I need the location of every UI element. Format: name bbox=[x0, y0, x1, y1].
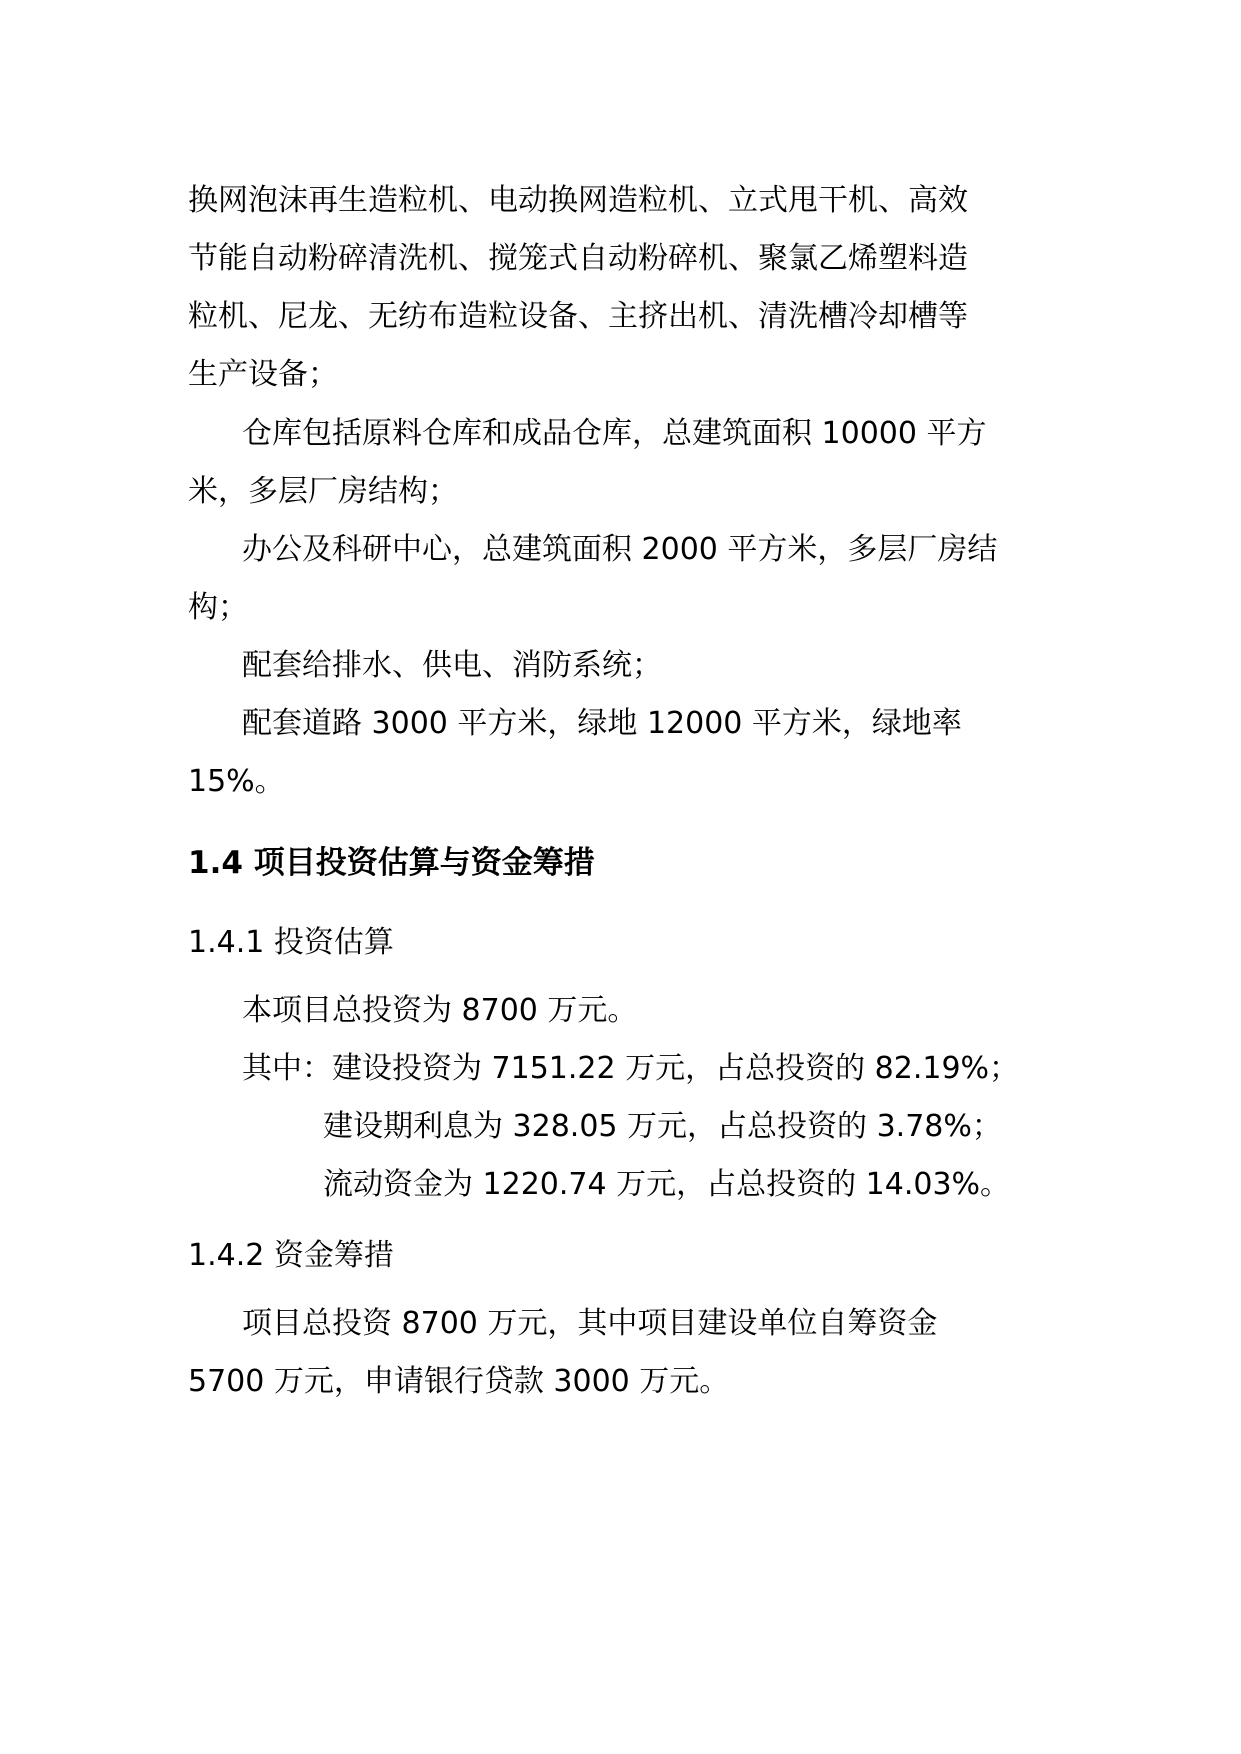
paragraph-line: 建设期利息为 328.05 万元，占总投资的 3.78%； bbox=[323, 1109, 1002, 1144]
paragraph-line: 其中：建设投资为 7151.22 万元，占总投资的 82.19%； bbox=[242, 1051, 1020, 1086]
paragraph-line: 本项目总投资为 8700 万元。 bbox=[242, 993, 638, 1028]
paragraph-line: 构； bbox=[188, 590, 248, 625]
paragraph-line: 换网泡沫再生造粒机、电动换网造粒机、立式甩干机、高效 bbox=[188, 183, 968, 218]
paragraph-line: 仓库包括原料仓库和成品仓库，总建筑面积 10000 平方 bbox=[242, 416, 987, 451]
paragraph-line: 5700 万元，申请银行贷款 3000 万元。 bbox=[188, 1364, 730, 1399]
paragraph-line: 项目总投资 8700 万元，其中项目建设单位自筹资金 bbox=[242, 1306, 938, 1341]
paragraph-line: 粒机、尼龙、无纺布造粒设备、主挤出机、清洗槽冷却槽等 bbox=[188, 299, 968, 334]
section-heading: 1.4 项目投资估算与资金筹措 bbox=[188, 845, 595, 881]
paragraph-line: 配套给排水、供电、消防系统； bbox=[242, 648, 662, 683]
paragraph-line: 节能自动粉碎清洗机、搅笼式自动粉碎机、聚氯乙烯塑料造 bbox=[188, 241, 968, 276]
paragraph-line: 办公及科研中心，总建筑面积 2000 平方米，多层厂房结 bbox=[242, 532, 998, 567]
paragraph-line: 生产设备； bbox=[188, 357, 338, 392]
paragraph-line: 15%。 bbox=[188, 764, 285, 799]
subsection-heading: 1.4.2 资金筹措 bbox=[188, 1238, 394, 1273]
paragraph-line: 米，多层厂房结构； bbox=[188, 474, 458, 509]
paragraph-line: 流动资金为 1220.74 万元，占总投资的 14.03%。 bbox=[323, 1167, 1011, 1202]
paragraph-line: 配套道路 3000 平方米，绿地 12000 平方米，绿地率 bbox=[242, 706, 962, 741]
subsection-heading: 1.4.1 投资估算 bbox=[188, 925, 394, 960]
